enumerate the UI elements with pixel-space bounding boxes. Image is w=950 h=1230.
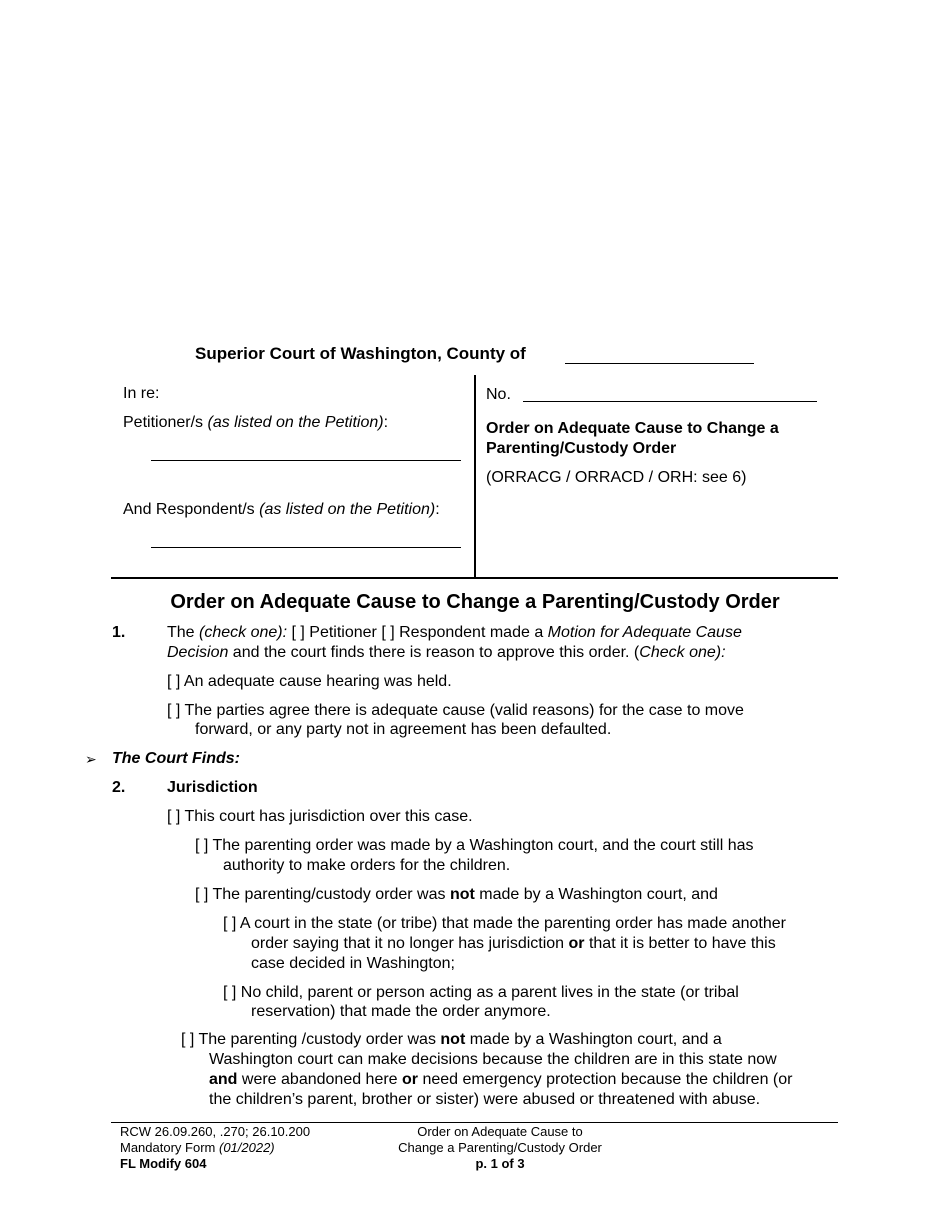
other-state-order-cont-1: order saying that it no longer has jurisdiction or that it is better to have this xyxy=(251,935,776,952)
caption-divider xyxy=(474,375,476,578)
footer-form-id: FL Modify 604 xyxy=(120,1156,207,1171)
footer-title-1: Order on Adequate Cause to xyxy=(417,1124,583,1139)
jurisdiction-heading: Jurisdiction xyxy=(167,779,258,796)
footer-page-number: p. 1 of 3 xyxy=(475,1156,525,1171)
adequate-cause-hearing-option[interactable]: [ ] An adequate cause hearing was held. xyxy=(167,673,452,690)
wa-court-option[interactable]: [ ] The parenting order was made by a Washington court, and the court still has xyxy=(195,837,754,854)
document-title: Order on Adequate Cause to Change a Parenting/Custody Order xyxy=(170,591,780,613)
parties-agree-option[interactable]: [ ] The parties agree there is adequate cause (valid reasons) for the case to move xyxy=(167,702,744,719)
caption-bottom-rule xyxy=(111,577,838,579)
footer-rcw: RCW 26.09.260, .270; 26.10.200 xyxy=(120,1124,311,1139)
not-wa-court-option[interactable]: [ ] The parenting/custody order was not made by a Washington court, and xyxy=(195,886,718,903)
petitioner-label: Petitioner/s (as listed on the Petition): xyxy=(123,414,389,431)
petitioner-name-blank[interactable] xyxy=(151,460,461,461)
section-1-line-1: The (check one): [ ] Petitioner [ ] Respondent made a Motion for Adequate Cause xyxy=(167,624,742,641)
section-1-line-2: Decision and the court finds there is reason to approve this order. (Check one): xyxy=(167,644,726,661)
court-heading xyxy=(195,344,526,364)
footer-rule xyxy=(111,1122,838,1123)
arrow-icon: ➢ xyxy=(85,751,97,767)
other-state-order-option[interactable]: [ ] A court in the state (or tribe) that made the parenting order has made another xyxy=(223,915,786,932)
jurisdiction-option[interactable]: [ ] This court has jurisdiction over this case. xyxy=(167,808,473,825)
footer-mandatory: Mandatory Form (01/2022) xyxy=(120,1140,275,1155)
case-no-label: No. xyxy=(486,386,511,403)
in-re-label: In re: xyxy=(123,385,160,402)
case-number-blank[interactable] xyxy=(523,401,817,402)
no-one-lives-option-cont: reservation) that made the order anymore. xyxy=(251,1003,551,1020)
footer-center xyxy=(360,1124,640,1172)
case-title-line-2: Parenting/Custody Order xyxy=(486,440,677,457)
no-one-lives-option[interactable]: [ ] No child, parent or person acting as a parent lives in the state (or tribal xyxy=(223,984,739,1001)
emergency-option-cont-2: and were abandoned here or need emergency protection because the children (or xyxy=(209,1071,793,1088)
wa-court-option-cont: authority to make orders for the children. xyxy=(223,857,511,874)
emergency-option-cont-1: Washington court can make decisions because the children are in this state now xyxy=(209,1051,777,1068)
section-2-number: 2. xyxy=(112,779,126,796)
parties-agree-option-cont: forward, or any party not in agreement has been defaulted. xyxy=(195,721,612,738)
respondent-name-blank[interactable] xyxy=(151,547,461,548)
court-finds-heading: The Court Finds: xyxy=(112,750,240,767)
section-1-number: 1. xyxy=(112,624,126,641)
case-title-line-1: Order on Adequate Cause to Change a xyxy=(486,420,779,437)
emergency-option[interactable]: [ ] The parenting /custody order was not made by a Washington court, and a xyxy=(181,1031,722,1048)
emergency-option-cont-3: the children’s parent, brother or sister) were abused or threatened with abuse. xyxy=(209,1091,761,1108)
other-state-order-cont-2: case decided in Washington; xyxy=(251,955,455,972)
respondent-label: And Respondent/s (as listed on the Petition): xyxy=(123,501,440,518)
footer-left xyxy=(120,1124,310,1172)
case-codes: (ORRACG / ORRACD / ORH: see 6) xyxy=(486,469,747,486)
footer-title-2: Change a Parenting/Custody Order xyxy=(398,1140,602,1155)
court-label: Superior Court of Washington, County of xyxy=(195,344,526,363)
county-blank[interactable] xyxy=(565,363,754,364)
